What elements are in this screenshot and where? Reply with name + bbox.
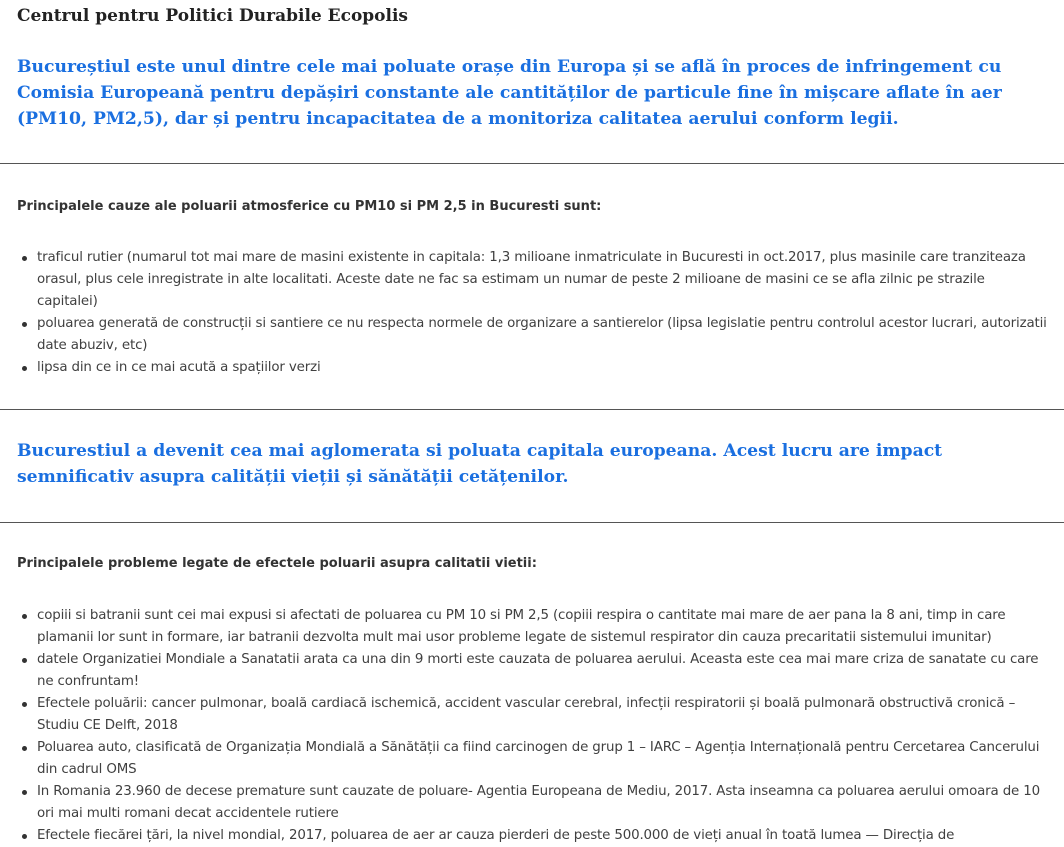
section-intro-causes: Principalele cauze ale poluarii atmosferice cu PM10 si PM 2,5 in Bucuresti sunt:: [17, 199, 602, 214]
divider: [0, 522, 1064, 523]
headline-pollution-infringement: Bucureștiul este unul dintre cele mai poluate orașe din Europa și se află în proces de infringement cu Comisia Europeană pentru depășiri constante ale cantităților de particule fine în mișcare aflate în aer (PM10, PM2,5), dar și pentru incapacitatea de a monitoriza calitatea aerului conform legii.: [17, 57, 1002, 129]
organization-title: Centrul pentru Politici Durabile Ecopolis: [17, 6, 408, 26]
divider: [0, 409, 1064, 410]
list-item: Efectele poluării: cancer pulmonar, boală cardiacă ischemică, accident vascular cerebral, infecții respiratorii și boală pulmonară obstructivă cronică – Studiu CE Delft, 2018: [37, 693, 1049, 737]
list-item: Efectele fiecărei țări, la nivel mondial, 2017, poluarea de aer ar cauza pierderi de peste 500.000 de vieți anual în toată lumea — Direcția de: [37, 825, 1049, 847]
divider: [0, 163, 1064, 164]
effects-list: [37, 605, 1049, 847]
list-item: In Romania 23.960 de decese premature sunt cauzate de poluare- Agentia Europeana de Mediu, 2017. Asta inseamna ca poluarea aerului omoara de 10 ori mai multi romani decat accidentele rutiere: [37, 781, 1049, 825]
list-item: copiii si batranii sunt cei mai expusi si afectati de poluarea cu PM 10 si PM 2,5 (copiii respira o cantitate mai mare de aer pana la 8 ani, timp in care plamanii lor sunt in formare, iar batranii dezvolta mult mai usor probleme legate de sistemul respirator din cauza precaritatii sistemului imunitar): [37, 605, 1049, 649]
headline-capital-impact: Bucurestiul a devenit cea mai aglomerata si poluata capitala europeana. Acest lucru are impact semnificativ asupra calității vieții și sănătății cetățenilor.: [17, 441, 943, 487]
list-item: datele Organizatiei Mondiale a Sanatatii arata ca una din 9 morti este cauzata de poluarea aerului. Aceasta este cea mai mare criza de sanatate cu care ne confruntam!: [37, 649, 1049, 693]
list-item: traficul rutier (numarul tot mai mare de masini existente in capitala: 1,3 milioane inmatriculate in Bucuresti in oct.2017, plus masinile care tranziteaza orasul, plus cele inregistrate in alte localitati. Aceste date ne fac sa estimam un numar de peste 2 milioane de masini ce se afla zilnic pe strazile capitalei): [37, 247, 1049, 313]
list-item: Poluarea auto, clasificată de Organizația Mondială a Sănătății ca fiind carcinogen de grup 1 – IARC – Agenția Internațională pentru Cercetarea Cancerului din cadrul OMS: [37, 737, 1049, 781]
list-item: lipsa din ce in ce mai acută a spațiilor verzi: [37, 357, 1049, 379]
section-intro-effects: Principalele probleme legate de efectele poluarii asupra calitatii vietii:: [17, 556, 537, 571]
causes-list: [37, 247, 1049, 379]
list-item: poluarea generată de construcții si santiere ce nu respecta normele de organizare a santierelor (lipsa legislatie pentru controlul acestor lucrari, autorizatii date abuziv, etc): [37, 313, 1049, 357]
